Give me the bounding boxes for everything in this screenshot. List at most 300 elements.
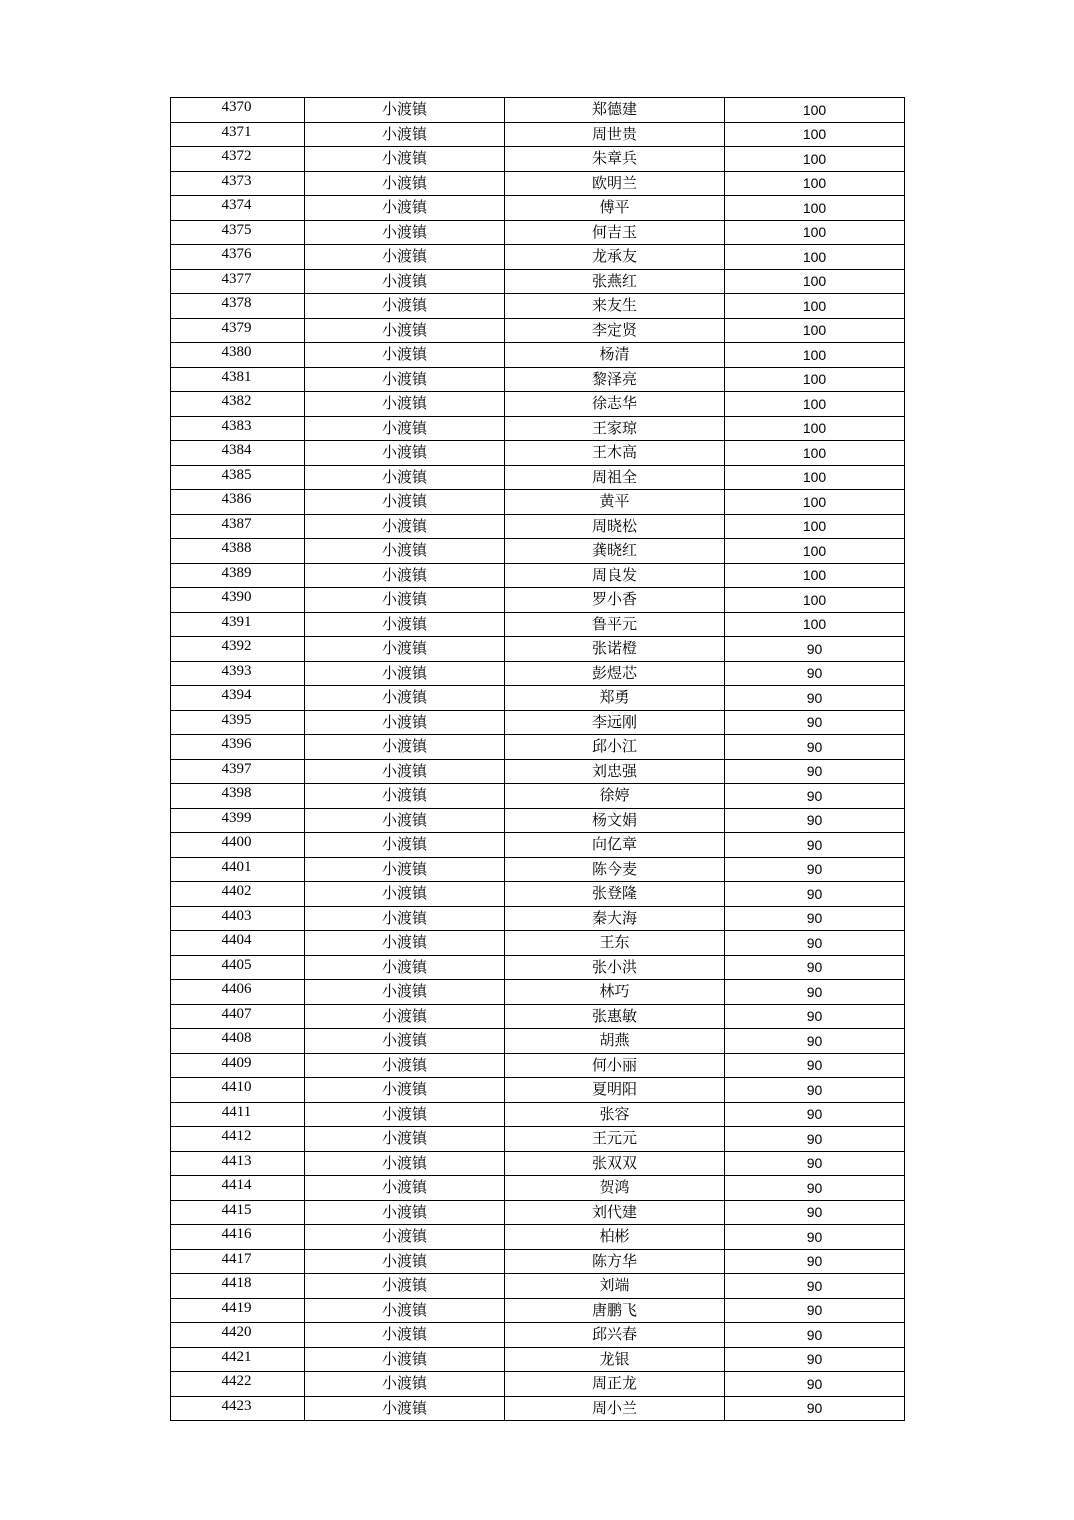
cell-name <box>505 955 725 980</box>
cell-amount <box>725 1102 905 1127</box>
cell-name <box>505 808 725 833</box>
cell-number <box>171 1274 305 1299</box>
cell-name-text: 李定贤 <box>591 320 637 339</box>
cell-name <box>505 833 725 858</box>
table-row <box>171 1151 905 1176</box>
cell-number-text: 4397 <box>221 760 252 777</box>
cell-name <box>505 367 725 392</box>
cell-town <box>305 563 505 588</box>
cell-amount <box>725 1274 905 1299</box>
cell-name <box>505 1151 725 1176</box>
cell-amount-text: 100 <box>802 297 827 314</box>
cell-name-text: 向亿章 <box>591 835 637 854</box>
cell-number <box>171 931 305 956</box>
cell-amount-text: 100 <box>802 469 827 486</box>
table-row <box>171 882 905 907</box>
cell-town <box>305 514 505 539</box>
cell-name <box>505 122 725 147</box>
cell-amount <box>725 588 905 613</box>
cell-name <box>505 196 725 221</box>
table-row <box>171 1372 905 1397</box>
cell-town-text: 小渡镇 <box>381 688 427 707</box>
cell-amount <box>725 808 905 833</box>
cell-amount-text: 90 <box>806 1204 823 1221</box>
table-row <box>171 661 905 686</box>
cell-name-text: 周良发 <box>591 565 637 584</box>
cell-town-text: 小渡镇 <box>381 541 427 560</box>
cell-number <box>171 196 305 221</box>
cell-number-text: 4412 <box>221 1128 252 1145</box>
cell-amount-text: 100 <box>802 616 827 633</box>
cell-number-text: 4372 <box>221 148 252 165</box>
cell-number-text: 4378 <box>221 295 252 312</box>
cell-town-text: 小渡镇 <box>381 1374 427 1393</box>
cell-number-text: 4374 <box>221 197 252 214</box>
cell-number <box>171 294 305 319</box>
cell-name-text: 黄平 <box>599 492 630 511</box>
cell-number <box>171 1053 305 1078</box>
cell-number <box>171 490 305 515</box>
cell-number-text: 4384 <box>221 442 252 459</box>
cell-amount <box>725 857 905 882</box>
cell-amount-text: 90 <box>806 763 823 780</box>
cell-town-text: 小渡镇 <box>381 810 427 829</box>
cell-number-text: 4417 <box>221 1250 252 1267</box>
cell-name-text: 朱章兵 <box>591 149 637 168</box>
cell-number-text: 4402 <box>221 883 252 900</box>
cell-name <box>505 147 725 172</box>
table-row <box>171 294 905 319</box>
table-row <box>171 343 905 368</box>
table-row <box>171 1225 905 1250</box>
cell-town-text: 小渡镇 <box>381 1398 427 1417</box>
cell-number <box>171 1151 305 1176</box>
cell-town <box>305 955 505 980</box>
cell-number <box>171 1200 305 1225</box>
cell-number <box>171 1176 305 1201</box>
cell-number-text: 4389 <box>221 564 252 581</box>
cell-name <box>505 686 725 711</box>
cell-town <box>305 857 505 882</box>
cell-town-text: 小渡镇 <box>381 467 427 486</box>
cell-number-text: 4373 <box>221 172 252 189</box>
cell-amount-text: 100 <box>802 175 827 192</box>
cell-amount <box>725 514 905 539</box>
cell-name-text: 来友生 <box>591 296 637 315</box>
cell-name <box>505 465 725 490</box>
cell-town <box>305 661 505 686</box>
cell-number-text: 4418 <box>221 1275 252 1292</box>
cell-number <box>171 612 305 637</box>
cell-name <box>505 392 725 417</box>
cell-amount-text: 90 <box>806 959 823 976</box>
cell-town-text: 小渡镇 <box>381 1227 427 1246</box>
cell-amount <box>725 710 905 735</box>
cell-number-text: 4376 <box>221 246 252 263</box>
table-row <box>171 539 905 564</box>
cell-town <box>305 122 505 147</box>
cell-name-text: 徐志华 <box>591 394 637 413</box>
cell-amount <box>725 490 905 515</box>
cell-amount-text: 90 <box>806 934 823 951</box>
cell-town <box>305 465 505 490</box>
cell-town-text: 小渡镇 <box>381 1202 427 1221</box>
table-row <box>171 441 905 466</box>
cell-number <box>171 1029 305 1054</box>
cell-town-text: 小渡镇 <box>381 1080 427 1099</box>
cell-town-text: 小渡镇 <box>381 1251 427 1270</box>
cell-town <box>305 1298 505 1323</box>
table-row <box>171 1078 905 1103</box>
cell-amount <box>725 563 905 588</box>
cell-number <box>171 514 305 539</box>
cell-name-text: 鲁平元 <box>591 614 637 633</box>
cell-town <box>305 1029 505 1054</box>
cell-amount <box>725 1127 905 1152</box>
cell-number <box>171 833 305 858</box>
cell-name <box>505 1225 725 1250</box>
cell-town-text: 小渡镇 <box>381 1178 427 1197</box>
cell-amount-text: 90 <box>806 738 823 755</box>
cell-name-text: 张燕红 <box>591 271 637 290</box>
cell-number <box>171 661 305 686</box>
table-row <box>171 1323 905 1348</box>
cell-number-text: 4380 <box>221 344 252 361</box>
table-row <box>171 686 905 711</box>
cell-name <box>505 1372 725 1397</box>
cell-amount <box>725 833 905 858</box>
cell-amount <box>725 931 905 956</box>
cell-town-text: 小渡镇 <box>381 1325 427 1344</box>
cell-number-text: 4385 <box>221 466 252 483</box>
cell-number <box>171 1372 305 1397</box>
cell-amount-text: 90 <box>806 836 823 853</box>
cell-name <box>505 1176 725 1201</box>
cell-number-text: 4375 <box>221 221 252 238</box>
cell-amount-text: 100 <box>802 322 827 339</box>
cell-name <box>505 906 725 931</box>
cell-amount-text: 90 <box>806 1130 823 1147</box>
table-row <box>171 980 905 1005</box>
cell-town <box>305 1323 505 1348</box>
cell-name <box>505 1323 725 1348</box>
cell-name-text: 秦大海 <box>591 908 637 927</box>
table-row <box>171 735 905 760</box>
table-row <box>171 490 905 515</box>
cell-number-text: 4394 <box>221 687 252 704</box>
cell-amount <box>725 343 905 368</box>
cell-number-text: 4392 <box>221 638 252 655</box>
cell-number <box>171 367 305 392</box>
cell-number-text: 4393 <box>221 662 252 679</box>
cell-number-text: 4391 <box>221 613 252 630</box>
cell-town-text: 小渡镇 <box>381 1129 427 1148</box>
cell-amount-text: 100 <box>802 101 827 118</box>
cell-name-text: 周晓松 <box>591 516 637 535</box>
table-row <box>171 245 905 270</box>
cell-town-text: 小渡镇 <box>381 198 427 217</box>
table-row <box>171 1102 905 1127</box>
cell-amount-text: 100 <box>802 567 827 584</box>
cell-name-text: 龙承友 <box>591 247 637 266</box>
table-row <box>171 1127 905 1152</box>
cell-town <box>305 269 505 294</box>
table-row <box>171 318 905 343</box>
table-row <box>171 1200 905 1225</box>
cell-name <box>505 784 725 809</box>
table-row <box>171 588 905 613</box>
cell-number-text: 4406 <box>221 981 252 998</box>
table-row <box>171 612 905 637</box>
cell-number-text: 4416 <box>221 1226 252 1243</box>
table-row <box>171 514 905 539</box>
cell-amount <box>725 637 905 662</box>
cell-name <box>505 1249 725 1274</box>
cell-amount-text: 90 <box>806 910 823 927</box>
table-row <box>171 857 905 882</box>
cell-town <box>305 196 505 221</box>
cell-number <box>171 1323 305 1348</box>
cell-number <box>171 318 305 343</box>
cell-name-text: 张惠敏 <box>591 1006 637 1025</box>
cell-number <box>171 465 305 490</box>
cell-town <box>305 1053 505 1078</box>
table-row <box>171 1053 905 1078</box>
cell-name <box>505 710 725 735</box>
cell-name <box>505 1102 725 1127</box>
cell-name <box>505 759 725 784</box>
cell-number <box>171 882 305 907</box>
cell-town <box>305 882 505 907</box>
cell-name <box>505 171 725 196</box>
cell-town-text: 小渡镇 <box>381 173 427 192</box>
cell-number-text: 4386 <box>221 491 252 508</box>
cell-number-text: 4423 <box>221 1397 252 1414</box>
cell-name <box>505 563 725 588</box>
cell-amount-text: 100 <box>802 346 827 363</box>
cell-amount-text: 90 <box>806 1106 823 1123</box>
cell-number-text: 4410 <box>221 1079 252 1096</box>
cell-town-text: 小渡镇 <box>381 320 427 339</box>
cell-town-text: 小渡镇 <box>381 933 427 952</box>
cell-number <box>171 1225 305 1250</box>
cell-town-text: 小渡镇 <box>381 418 427 437</box>
table-row <box>171 269 905 294</box>
cell-number-text: 4421 <box>221 1348 252 1365</box>
cell-name-text: 张登隆 <box>591 884 637 903</box>
table-row <box>171 784 905 809</box>
cell-number-text: 4408 <box>221 1030 252 1047</box>
cell-town-text: 小渡镇 <box>381 124 427 143</box>
cell-name-text: 周正龙 <box>591 1374 637 1393</box>
cell-number <box>171 759 305 784</box>
cell-number-text: 4400 <box>221 834 252 851</box>
cell-name-text: 刘忠强 <box>591 761 637 780</box>
cell-town <box>305 906 505 931</box>
cell-town <box>305 1225 505 1250</box>
cell-name-text: 杨文娟 <box>591 810 637 829</box>
cell-town <box>305 1396 505 1421</box>
cell-town-text: 小渡镇 <box>381 761 427 780</box>
cell-town-text: 小渡镇 <box>381 149 427 168</box>
cell-number-text: 4382 <box>221 393 252 410</box>
cell-amount-text: 100 <box>802 420 827 437</box>
cell-name-text: 刘代建 <box>591 1202 637 1221</box>
cell-town <box>305 490 505 515</box>
cell-name <box>505 1347 725 1372</box>
cell-name <box>505 514 725 539</box>
cell-amount-text: 100 <box>802 248 827 265</box>
cell-town <box>305 612 505 637</box>
cell-amount-text: 90 <box>806 689 823 706</box>
cell-town <box>305 1004 505 1029</box>
cell-amount <box>725 392 905 417</box>
cell-amount <box>725 245 905 270</box>
cell-number <box>171 171 305 196</box>
cell-number-text: 4390 <box>221 589 252 606</box>
table-row <box>171 1396 905 1421</box>
cell-number-text: 4401 <box>221 858 252 875</box>
cell-town <box>305 735 505 760</box>
cell-town-text: 小渡镇 <box>381 492 427 511</box>
cell-number-text: 4379 <box>221 319 252 336</box>
cell-number-text: 4414 <box>221 1177 252 1194</box>
cell-name-text: 陈今麦 <box>591 859 637 878</box>
cell-name-text: 邱小江 <box>591 737 637 756</box>
cell-town <box>305 147 505 172</box>
cell-name-text: 刘端 <box>599 1276 630 1295</box>
cell-town <box>305 686 505 711</box>
cell-name-text: 唐鹏飞 <box>591 1300 637 1319</box>
cell-amount <box>725 220 905 245</box>
cell-town <box>305 1102 505 1127</box>
table-row <box>171 98 905 123</box>
cell-amount <box>725 122 905 147</box>
cell-name-text: 柏彬 <box>599 1227 630 1246</box>
cell-name <box>505 735 725 760</box>
cell-amount-text: 90 <box>806 1032 823 1049</box>
cell-name-text: 张双双 <box>591 1153 637 1172</box>
cell-amount <box>725 269 905 294</box>
cell-name <box>505 931 725 956</box>
cell-amount-text: 90 <box>806 1228 823 1245</box>
cell-name-text: 张小洪 <box>591 957 637 976</box>
cell-number-text: 4395 <box>221 711 252 728</box>
cell-town-text: 小渡镇 <box>381 737 427 756</box>
cell-name <box>505 441 725 466</box>
cell-name-text: 胡燕 <box>599 1031 630 1050</box>
cell-amount <box>725 686 905 711</box>
table-row <box>171 147 905 172</box>
cell-name-text: 周小兰 <box>591 1398 637 1417</box>
cell-town-text: 小渡镇 <box>381 443 427 462</box>
cell-town <box>305 392 505 417</box>
cell-town-text: 小渡镇 <box>381 835 427 854</box>
cell-amount <box>725 906 905 931</box>
cell-number-text: 4399 <box>221 809 252 826</box>
table-row <box>171 220 905 245</box>
cell-name <box>505 245 725 270</box>
cell-amount <box>725 416 905 441</box>
cell-name-text: 邱兴春 <box>591 1325 637 1344</box>
cell-number <box>171 980 305 1005</box>
table-row <box>171 1029 905 1054</box>
cell-amount <box>725 1347 905 1372</box>
cell-number <box>171 808 305 833</box>
cell-town <box>305 1127 505 1152</box>
cell-name <box>505 1127 725 1152</box>
cell-name-text: 彭煜芯 <box>591 663 637 682</box>
cell-amount-text: 100 <box>802 371 827 388</box>
cell-amount-text: 90 <box>806 983 823 1000</box>
cell-town-text: 小渡镇 <box>381 639 427 658</box>
cell-town-text: 小渡镇 <box>381 565 427 584</box>
cell-town <box>305 1151 505 1176</box>
table-row <box>171 196 905 221</box>
cell-number <box>171 245 305 270</box>
cell-town <box>305 98 505 123</box>
cell-town-text: 小渡镇 <box>381 712 427 731</box>
cell-town <box>305 343 505 368</box>
cell-name <box>505 343 725 368</box>
cell-number <box>171 1078 305 1103</box>
cell-number-text: 4409 <box>221 1054 252 1071</box>
cell-number <box>171 269 305 294</box>
cell-number <box>171 1396 305 1421</box>
cell-amount-text: 90 <box>806 812 823 829</box>
table-row <box>171 563 905 588</box>
cell-name <box>505 416 725 441</box>
cell-amount <box>725 1323 905 1348</box>
cell-town <box>305 539 505 564</box>
cell-town-text: 小渡镇 <box>381 786 427 805</box>
cell-name <box>505 269 725 294</box>
cell-name-text: 杨清 <box>599 345 630 364</box>
cell-name-text: 傅平 <box>599 198 630 217</box>
cell-amount <box>725 612 905 637</box>
cell-number <box>171 906 305 931</box>
cell-town <box>305 637 505 662</box>
cell-name-text: 王家琼 <box>591 418 637 437</box>
cell-number <box>171 857 305 882</box>
cell-name <box>505 980 725 1005</box>
cell-town <box>305 220 505 245</box>
cell-amount <box>725 1029 905 1054</box>
table-row <box>171 1347 905 1372</box>
cell-name-text: 徐婷 <box>599 786 630 805</box>
cell-town-text: 小渡镇 <box>381 222 427 241</box>
cell-number <box>171 122 305 147</box>
cell-number <box>171 686 305 711</box>
cell-number-text: 4404 <box>221 932 252 949</box>
cell-amount <box>725 784 905 809</box>
cell-amount <box>725 318 905 343</box>
cell-town-text: 小渡镇 <box>381 516 427 535</box>
cell-town-text: 小渡镇 <box>381 957 427 976</box>
table-row <box>171 392 905 417</box>
cell-amount-text: 90 <box>806 861 823 878</box>
cell-town <box>305 1176 505 1201</box>
cell-number <box>171 147 305 172</box>
cell-amount <box>725 759 905 784</box>
cell-amount <box>725 735 905 760</box>
cell-town-text: 小渡镇 <box>381 590 427 609</box>
cell-amount-text: 90 <box>806 1179 823 1196</box>
cell-town <box>305 931 505 956</box>
table-row <box>171 759 905 784</box>
cell-amount-text: 90 <box>806 1008 823 1025</box>
cell-name-text: 郑勇 <box>599 688 630 707</box>
